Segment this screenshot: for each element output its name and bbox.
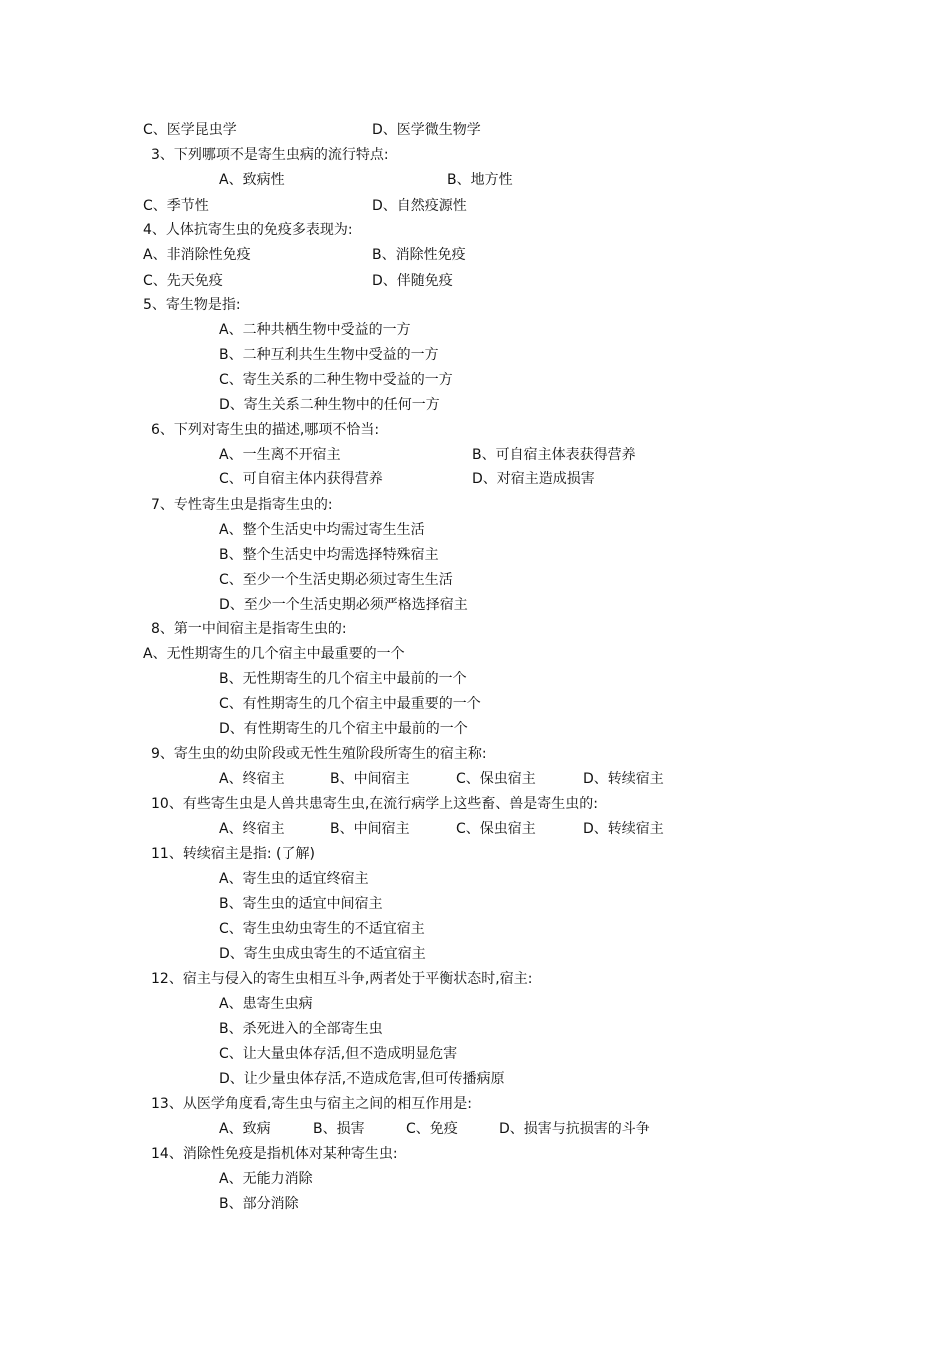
option-c-q9: C、保虫宿主 [456, 771, 536, 787]
option-d-q6: D、对宿主造成损害 [472, 471, 595, 487]
option-b-q10: B、中间宿主 [330, 821, 410, 837]
option-a-q6: A、一生离不开宿主 [219, 447, 341, 463]
option-a-q5: A、二种共栖生物中受益的一方 [219, 322, 411, 338]
option-c-q7: C、至少一个生活史期必须过寄生生活 [219, 572, 453, 588]
question-5: 5、寄生物是指: [143, 297, 241, 313]
option-b-q3: B、地方性 [447, 172, 513, 188]
option-a-q7: A、整个生活史中均需过寄生生活 [219, 522, 425, 538]
option-c-q2: C、医学昆虫学 [143, 122, 237, 138]
option-a-q10: A、终宿主 [219, 821, 285, 837]
option-c-q8: C、有性期寄生的几个宿主中最重要的一个 [219, 696, 481, 712]
question-11: 11、转续宿主是指: (了解) [151, 846, 315, 862]
question-3: 3、下列哪项不是寄生虫病的流行特点: [151, 147, 389, 163]
option-c-q5: C、寄生关系的二种生物中受益的一方 [219, 372, 453, 388]
question-14: 14、消除性免疫是指机体对某种寄生虫: [151, 1146, 398, 1162]
question-8: 8、第一中间宿主是指寄生虫的: [151, 621, 347, 637]
option-b-q14: B、部分消除 [219, 1196, 299, 1212]
option-d-q11: D、寄生虫成虫寄生的不适宜宿主 [219, 946, 426, 962]
option-d-q3: D、自然疫源性 [372, 198, 467, 214]
option-b-q5: B、二种互利共生生物中受益的一方 [219, 347, 439, 363]
question-6: 6、下列对寄生虫的描述,哪项不恰当: [151, 422, 380, 438]
option-c-q10: C、保虫宿主 [456, 821, 536, 837]
option-a-q13: A、致病 [219, 1121, 271, 1137]
option-b-q4: B、消除性免疫 [372, 247, 466, 263]
option-c-q6: C、可自宿主体内获得营养 [219, 471, 383, 487]
option-a-q8: A、无性期寄生的几个宿主中最重要的一个 [143, 646, 405, 662]
option-d-q5: D、寄生关系二种生物中的任何一方 [219, 397, 440, 413]
option-b-q8: B、无性期寄生的几个宿主中最前的一个 [219, 671, 467, 687]
option-d-q10: D、转续宿主 [583, 821, 664, 837]
option-b-q9: B、中间宿主 [330, 771, 410, 787]
option-c-q11: C、寄生虫幼虫寄生的不适宜宿主 [219, 921, 425, 937]
option-d-q12: D、让少量虫体存活,不造成危害,但可传播病原 [219, 1071, 505, 1087]
option-d-q9: D、转续宿主 [583, 771, 664, 787]
option-b-q11: B、寄生虫的适宜中间宿主 [219, 896, 383, 912]
option-d-q8: D、有性期寄生的几个宿主中最前的一个 [219, 721, 468, 737]
question-4: 4、人体抗寄生虫的免疫多表现为: [143, 222, 353, 238]
option-c-q4: C、先天免疫 [143, 273, 223, 289]
option-a-q14: A、无能力消除 [219, 1171, 313, 1187]
question-9: 9、寄生虫的幼虫阶段或无性生殖阶段所寄生的宿主称: [151, 746, 487, 762]
option-a-q11: A、寄生虫的适宜终宿主 [219, 871, 369, 887]
question-7: 7、专性寄生虫是指寄生虫的: [151, 497, 333, 513]
option-b-q12: B、杀死进入的全部寄生虫 [219, 1021, 383, 1037]
option-c-q12: C、让大量虫体存活,但不造成明显危害 [219, 1046, 458, 1062]
question-12: 12、宿主与侵入的寄生虫相互斗争,两者处于平衡状态时,宿主: [151, 971, 533, 987]
option-d-q13: D、损害与抗损害的斗争 [499, 1121, 650, 1137]
option-c-q13: C、免疫 [406, 1121, 458, 1137]
option-d-q2: D、医学微生物学 [372, 122, 481, 138]
option-d-q7: D、至少一个生活史期必须严格选择宿主 [219, 597, 468, 613]
option-a-q9: A、终宿主 [219, 771, 285, 787]
option-a-q12: A、患寄生虫病 [219, 996, 313, 1012]
question-13: 13、从医学角度看,寄生虫与宿主之间的相互作用是: [151, 1096, 472, 1112]
option-a-q4: A、非消除性免疫 [143, 247, 251, 263]
option-a-q3: A、致病性 [219, 172, 285, 188]
question-10: 10、有些寄生虫是人兽共患寄生虫,在流行病学上这些畜、兽是寄生虫的: [151, 796, 598, 812]
option-b-q7: B、整个生活史中均需选择特殊宿主 [219, 547, 439, 563]
option-b-q13: B、损害 [313, 1121, 365, 1137]
option-d-q4: D、伴随免疫 [372, 273, 453, 289]
option-b-q6: B、可自宿主体表获得营养 [472, 447, 636, 463]
option-c-q3: C、季节性 [143, 198, 209, 214]
